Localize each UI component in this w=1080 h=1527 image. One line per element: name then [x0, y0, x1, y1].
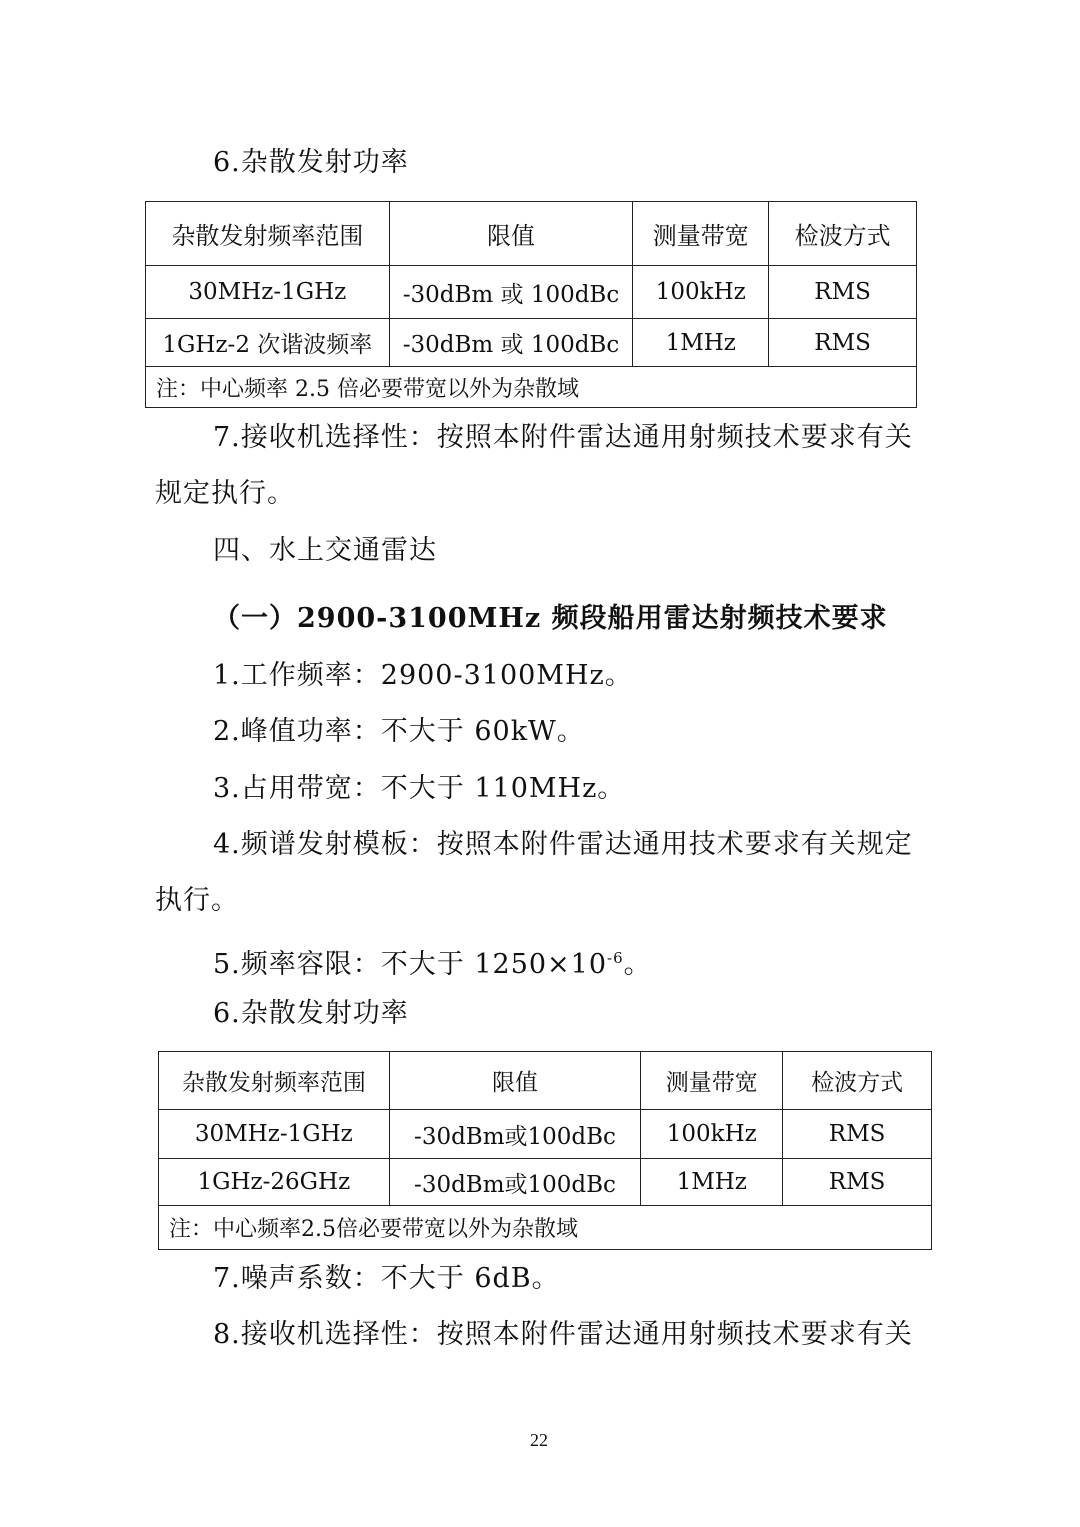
- table-cell: -30dBm或100dBc: [389, 1110, 641, 1159]
- table-note: 注：中心频率 2.5 倍必要带宽以外为杂散域: [146, 367, 917, 408]
- header-cell: 杂散发射频率范围: [159, 1052, 390, 1110]
- table-cell: RMS: [783, 1110, 932, 1159]
- page-number: 22: [530, 1430, 548, 1450]
- table-cell: 30MHz-1GHz: [146, 266, 390, 319]
- spurious-emission-table-1: [145, 201, 917, 408]
- section-heading: 6.杂散发射功率: [213, 147, 409, 178]
- paragraph: 1.工作频率：2900-3100MHz。: [213, 660, 633, 691]
- paragraph: 8.接收机选择性：按照本附件雷达通用射频技术要求有关: [213, 1319, 913, 1350]
- spurious-emission-table-2: [158, 1051, 932, 1250]
- header-cell: 限值: [389, 1052, 641, 1110]
- table-cell: 30MHz-1GHz: [159, 1110, 390, 1159]
- table-row: [146, 266, 917, 319]
- table-cell: -30dBm或100dBc: [389, 1159, 641, 1206]
- table-cell: RMS: [769, 319, 917, 367]
- header-cell: 测量带宽: [641, 1052, 783, 1110]
- paragraph: 2.峰值功率：不大于 60kW。: [213, 716, 585, 747]
- header-cell: 检波方式: [769, 202, 917, 266]
- table-cell: 100kHz: [641, 1110, 783, 1159]
- text: 。: [623, 949, 652, 980]
- header-cell: 测量带宽: [633, 202, 769, 266]
- table-cell: -30dBm 或 100dBc: [389, 319, 633, 367]
- table-note-row: [146, 367, 917, 408]
- table-cell: 1GHz-26GHz: [159, 1159, 390, 1206]
- text: 5.频率容限：不大于 1250×10: [213, 949, 608, 980]
- superscript: -6: [607, 949, 624, 967]
- paragraph: 7.噪声系数：不大于 6dB。: [213, 1263, 560, 1294]
- paragraph: 7.接收机选择性：按照本附件雷达通用射频技术要求有关: [213, 422, 913, 453]
- table-cell: 1GHz-2 次谐波频率: [146, 319, 390, 367]
- table-row: [159, 1159, 932, 1206]
- table-row: [146, 319, 917, 367]
- table-note-row: [159, 1206, 932, 1250]
- table-cell: RMS: [783, 1159, 932, 1206]
- header-cell: 杂散发射频率范围: [146, 202, 390, 266]
- table-cell: RMS: [769, 266, 917, 319]
- paragraph: 规定执行。: [155, 478, 295, 509]
- header-cell: 限值: [389, 202, 633, 266]
- subsection-heading: （一）2900-3100MHz 频段船用雷达射频技术要求: [213, 603, 888, 634]
- table-header-row: [159, 1052, 932, 1110]
- table-row: [159, 1110, 932, 1159]
- chapter-heading: 四、水上交通雷达: [213, 535, 437, 566]
- section-heading: 6.杂散发射功率: [213, 998, 409, 1029]
- table-note: 注：中心频率2.5倍必要带宽以外为杂散域: [159, 1206, 932, 1250]
- table-cell: 1MHz: [641, 1159, 783, 1206]
- table-cell: 100kHz: [633, 266, 769, 319]
- header-cell: 检波方式: [783, 1052, 932, 1110]
- table-cell: -30dBm 或 100dBc: [389, 266, 633, 319]
- table-cell: 1MHz: [633, 319, 769, 367]
- paragraph: 3.占用带宽：不大于 110MHz。: [213, 773, 626, 804]
- paragraph: 4.频谱发射模板：按照本附件雷达通用技术要求有关规定: [213, 829, 913, 860]
- table-header-row: [146, 202, 917, 266]
- paragraph: 执行。: [155, 885, 239, 916]
- paragraph: [213, 941, 652, 982]
